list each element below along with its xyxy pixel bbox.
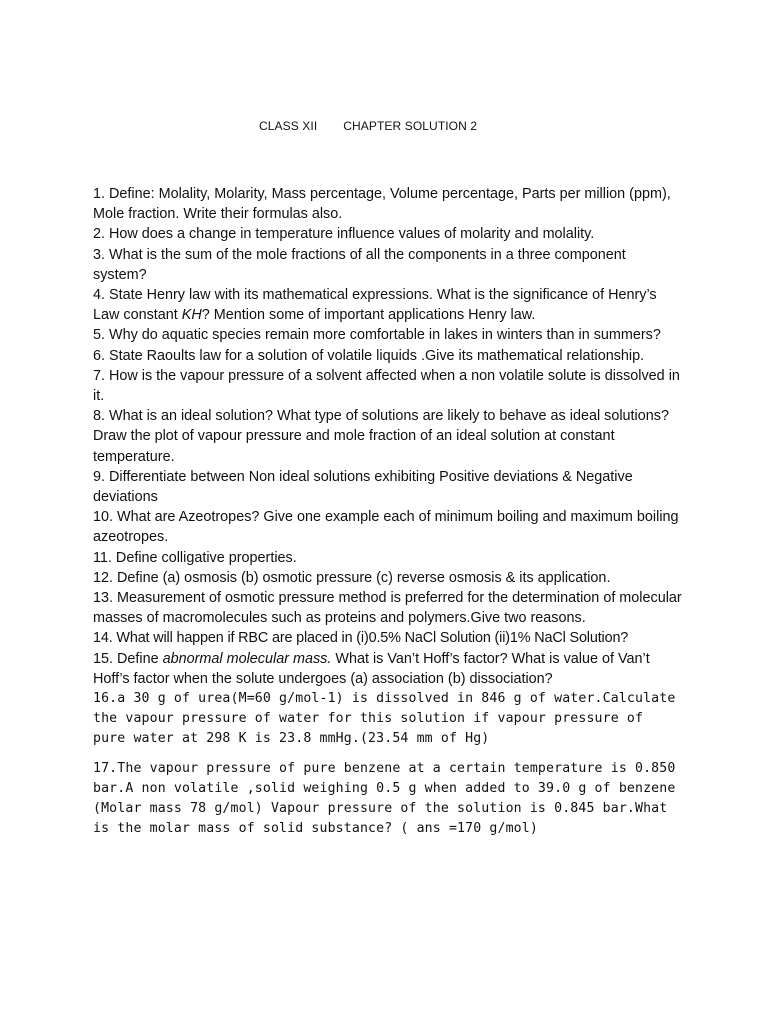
- question-15-part-2: What is Van’t Hoff’s factor? What is value of Van’t Hoff’s factor when the solute undergoes (a) association (b) dissociation?: [93, 650, 650, 687]
- question-16: 16.a 30 g of urea(M=60 g/mol-1) is dissolved in 846 g of water.Calculate the vapour pressure of water for this solution if vapour pressure of pure water at 298 K is 23.8 mmHg.(23.54 mm of Hg): [93, 691, 676, 746]
- question-9: 9. Differentiate between Non ideal solutions exhibiting Positive deviations & Negative deviations: [93, 468, 633, 506]
- question-4: [93, 285, 683, 325]
- question-4-part-1: 4. State Henry law with its mathematical expressions. What is the significance of Henry’s Law constant: [93, 287, 657, 324]
- question-12: 12. Define (a) osmosis (b) osmotic pressure (c) reverse osmosis & its application.: [93, 569, 611, 586]
- question-17: 17.The vapour pressure of pure benzene at a certain temperature is 0.850 bar.A non volatile ,solid weighing 0.5 g when added to 39.0 g of benzene (Molar mass 78 g/mol) Vapour pressure of the solution is 0.845 bar.What is the molar mass of solid substance? ( ans =170 g/mol): [93, 760, 676, 836]
- question-10: 10. What are Azeotropes? Give one example each of minimum boiling and maximum boiling azeotropes.: [93, 509, 679, 546]
- page-header: [259, 119, 477, 133]
- question-5: 5. Why do aquatic species remain more comfortable in lakes in winters than in summers?: [93, 327, 661, 344]
- question-4-part-2: ? Mention some of important applications Henry law.: [201, 307, 536, 324]
- question-7: 7. How is the vapour pressure of a solvent affected when a non volatile solute is dissolved in it.: [93, 367, 680, 405]
- question-8: 8. What is an ideal solution? What type of solutions are likely to behave as ideal solutions? Draw the plot of vapour pressure and mole fraction of an ideal solution at constant temperature.: [93, 408, 669, 465]
- question-2: 2. How does a change in temperature influence values of molarity and molality.: [93, 226, 595, 243]
- abnormal-molecular-mass-term: abnormal molecular mass.: [162, 650, 332, 667]
- question-3: 3. What is the sum of the mole fractions of all the components in a three component system?: [93, 246, 626, 283]
- question-11: 11. Define colligative properties.: [93, 549, 297, 566]
- question-15-part-1: 15. Define: [93, 650, 163, 667]
- question-13: 13. Measurement of osmotic pressure method is preferred for the determination of molecular masses of macromolecules such as proteins and polymers.Give two reasons.: [93, 590, 682, 627]
- question-list: [93, 184, 683, 838]
- question-14: 14. What will happen if RBC are placed in (i)0.5% NaCl Solution (ii)1% NaCl Solution?: [93, 630, 629, 647]
- class-label: CLASS XII: [259, 119, 318, 133]
- question-1: 1. Define: Molality, Molarity, Mass percentage, Volume percentage, Parts per million (ppm), Mole fraction. Write their formulas also.: [93, 186, 671, 223]
- henry-constant-symbol: KH: [181, 307, 202, 324]
- question-15: [93, 649, 683, 689]
- question-6: 6. State Raoults law for a solution of volatile liquids .Give its mathematical relationship.: [93, 347, 645, 364]
- chapter-title: CHAPTER SOLUTION 2: [343, 119, 478, 133]
